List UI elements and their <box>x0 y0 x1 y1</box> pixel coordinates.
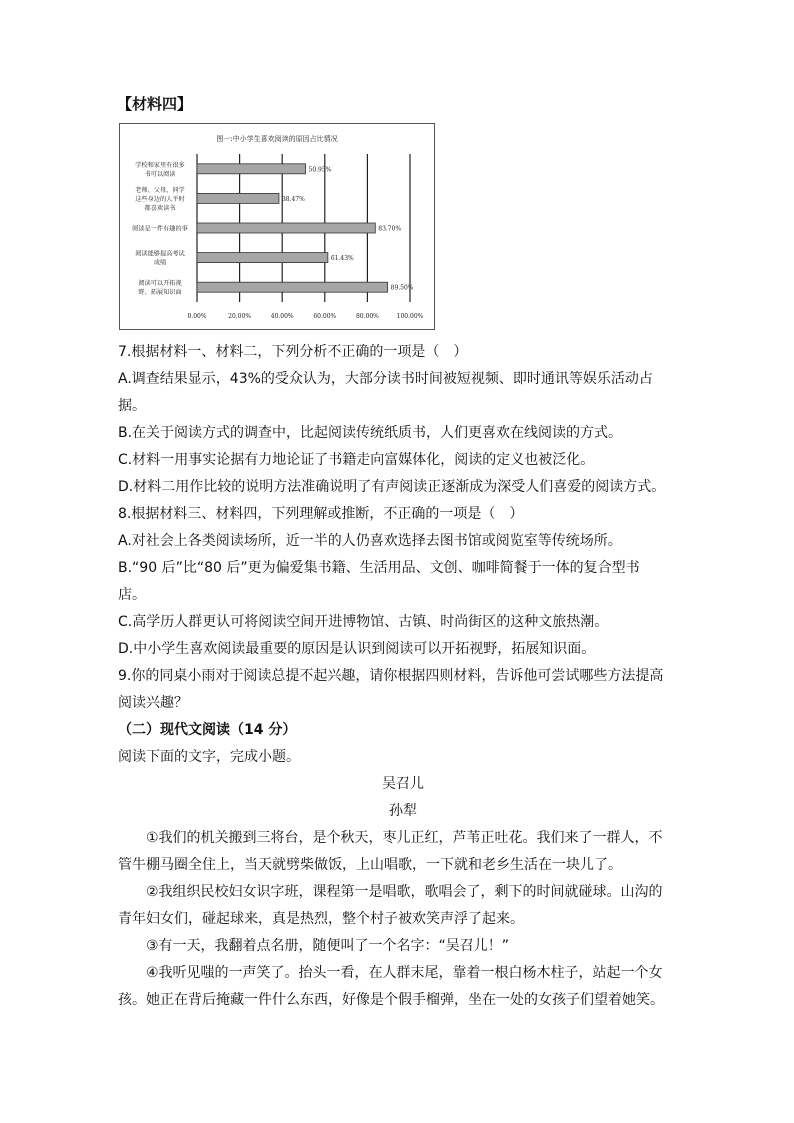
category-label: 书可以阅读 <box>144 170 176 178</box>
category-label: 这些身边的人平时 <box>135 195 185 203</box>
x-tick-label: 80.00% <box>355 313 379 320</box>
text-line: C.材料一用事实论据有力地论证了书籍走向富媒体化，阅读的定义也被泛化。 <box>118 452 595 468</box>
text-line: 青年妇女们，碰起球来，真是热烈，整个村子被欢笑声浮了起来。 <box>118 911 524 927</box>
text-line: ③有一天，我翻着点名册，随便叫了一个名字：“吴召儿！” <box>146 938 510 954</box>
category-label: 成绩 <box>153 259 167 267</box>
text-line: A.对社会上各类阅读场所，近一半的人仍喜欢选择去图书馆或阅览室等传统场所。 <box>118 533 622 549</box>
bar <box>197 253 328 263</box>
category-label: 阅读是一件有趣的事 <box>132 225 188 233</box>
data-label: 50.95% <box>308 166 332 174</box>
text-line: B.在关于阅读方式的调查中，比起阅读传统纸质书，人们更喜欢在线阅读的方式。 <box>118 425 623 441</box>
bar-chart-svg <box>120 124 434 329</box>
text-line: 9.你的同桌小雨对于阅读总提不起兴趣，请你根据四则材料，告诉他可尝试哪些方法提高 <box>118 668 664 684</box>
text-line: 管牛棚马圈全住上，当天就劈柴做饭，上山唱歌，一下就和老乡生活在一块儿了。 <box>118 857 622 873</box>
text-line: 阅读兴趣？ <box>118 695 188 711</box>
text-line: B.“90 后”比“80 后”更为偏爱集书籍、生活用品、文创、咖啡简餐于一体的复合型书 <box>118 560 640 576</box>
x-tick-label: 40.00% <box>270 313 294 320</box>
x-tick-label: 100.00% <box>396 313 424 320</box>
data-label: 89.50% <box>390 284 414 292</box>
text-line: 阅读下面的文字，完成小题。 <box>118 749 300 765</box>
bar-chart <box>119 123 435 330</box>
bar <box>197 193 279 203</box>
x-tick-label: 60.00% <box>313 313 337 320</box>
category-label: 都喜欢读书 <box>144 204 176 212</box>
text-line: D.材料二用作比较的说明方法准确说明了有声阅读正逐渐成为深受人们喜爱的阅读方式。 <box>118 479 666 495</box>
question-text-block <box>118 339 688 1014</box>
text-line: 吴召儿 <box>382 776 424 792</box>
data-label: 83.70% <box>378 225 402 233</box>
text-line: D.中小学生喜欢阅读最重要的原因是认识到阅读可以开拓视野，拓展知识面。 <box>118 641 596 657</box>
text-line: 7.根据材料一、材料二，下列分析不正确的一项是（ ） <box>118 344 468 360</box>
category-label: 老师、父母、同学 <box>135 186 185 194</box>
bar <box>197 223 375 233</box>
category-label: 阅读可以开拓视 <box>138 280 182 288</box>
bar <box>197 282 388 292</box>
text-line: ①我们的机关搬到三将台，是个秋天，枣儿正红，芦苇正吐花。我们来了一群人，不 <box>146 830 663 846</box>
text-line: 据。 <box>118 398 146 414</box>
text-line: 孩。她正在背后掩藏一件什么东西，好像是个假手榴弹，坐在一处的女孩子们望着她笑。 <box>118 992 664 1008</box>
category-label: 阅读能够提高考试 <box>135 250 185 258</box>
material-heading: 【材料四】 <box>117 95 193 113</box>
x-tick-label: 0.00% <box>187 313 207 320</box>
text-line: （二）现代文阅读（14 分） <box>118 722 297 738</box>
text-line: ④我听见嗤的一声笑了。抬头一看，在人群末尾，靠着一根白杨木柱子，站起一个女 <box>146 965 663 981</box>
text-line: C.高学历人群更认可将阅读空间开进博物馆、古镇、时尚街区的这种文旅热潮。 <box>118 614 609 630</box>
category-label: 学校和家里有很多 <box>135 161 185 169</box>
data-label: 38.47% <box>281 195 305 203</box>
text-line: 孙犁 <box>389 803 417 819</box>
bar <box>197 164 306 174</box>
x-tick-label: 20.00% <box>228 313 252 320</box>
text-line: 8.根据材料三、材料四，下列理解或推断，不正确的一项是（ ） <box>118 506 524 522</box>
chart-title: 图一:中小学生喜欢阅读的原因占比情况 <box>216 135 338 143</box>
text-line: A.调查结果显示，43%的受众认为，大部分读书时间被短视频、即时通讯等娱乐活动占 <box>118 371 653 387</box>
category-label: 野、拓展知识面 <box>138 289 182 297</box>
text-line: 店。 <box>118 587 146 603</box>
data-label: 61.43% <box>330 255 354 263</box>
text-line: ②我组织民校妇女识字班，课程第一是唱歌，歌唱会了，剩下的时间就碰球。山沟的 <box>146 884 663 900</box>
